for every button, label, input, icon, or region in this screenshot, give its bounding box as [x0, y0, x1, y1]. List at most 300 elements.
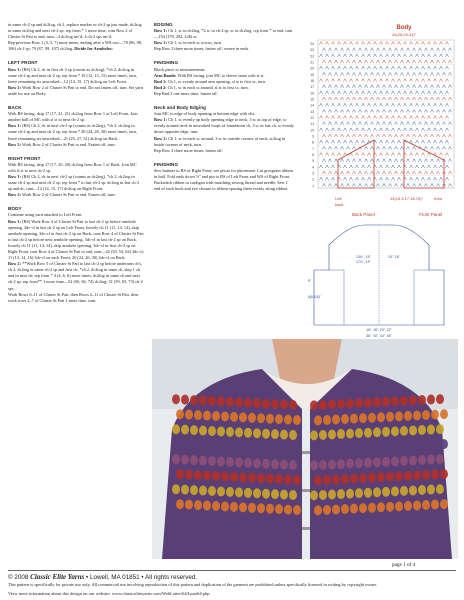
row-number: 5: [312, 159, 314, 164]
edging-row2: Row 2: Ch 1, sc in each sc across, turn.: [154, 40, 223, 46]
yarn-cluster: [400, 426, 408, 436]
yarn-cluster: [230, 502, 238, 512]
yarn-cluster: [253, 428, 261, 438]
row-number: 21: [310, 60, 314, 65]
yarn-cluster: [314, 505, 322, 515]
yarn-cluster: [253, 398, 261, 408]
yarn-cluster: [208, 486, 216, 496]
yarn-cluster: [350, 414, 358, 424]
bottom-width-2: 36", 40", 44", 48": [366, 334, 392, 338]
row-number: 19: [310, 72, 314, 77]
yarn-cluster: [244, 488, 252, 498]
hook-closure-2: [302, 489, 310, 492]
model-neck: [272, 339, 342, 387]
yarn-cluster: [440, 499, 448, 509]
body-row1: Row 1: (RS) Work Row 4 of Cluster St Patt to last ch-2 sp before armhole opening, 3dc-cl in last ch-2 sp on Left Front, loosely ch 11 (11, 14, 14), skip armhole opening, 3dc-cl in first ch-2 sp on Back, cont Row 4 of Cluster St Patt to last ch-2 sp before next armhole opening, 3dc-cl in last ch-2 sp on Back, loosely ch 11 (11, 14, 14), skip armhole opening, 3dc-cl in first ch-2 sp on Right Front, cont Row 4 of Cluster St Patt to end, turn—42 (50, 54, 62) 3dc-cl; 11 (13, 14, 16) 3dc-cl on each Front; 20 (24, 26, 30) 3dc-cl on Back.: [8, 218, 144, 261]
yarn-cluster: [382, 397, 390, 407]
photo-illustration: [152, 339, 458, 559]
yarn-cluster: [266, 444, 274, 454]
row-number: 10: [310, 128, 314, 133]
yarn-cluster: [386, 472, 394, 482]
yarn-cluster: [440, 469, 448, 479]
label-front-panel: Front Panel: [419, 212, 443, 217]
label-back-panel: Back Panel: [352, 212, 375, 217]
yarn-cluster: [244, 458, 252, 468]
yarn-cluster: [391, 486, 399, 496]
side-measure-2: 5": [308, 279, 312, 283]
yarn-cluster: [172, 394, 180, 404]
yarn-cluster: [221, 501, 229, 511]
row-number: 20: [310, 66, 314, 71]
yarn-cluster: [230, 442, 238, 452]
body-row2: Row 2: **Work Row 5 of Cluster St Patt to last ch-2 sp before underarm ch's, ch 2, dc2tog in same ch-2 sp and first ch, *ch 2, dc2tog in same ch, skip 1 ch and in next ch; rep from * 4 (4, 6, 6) more times, dc2tog in same ch and next ch-2 sp; rep from** 1 more time—52 (60, 66, 74) dc2tog; 51 (59, 65, 73) ch-2 sps.: [8, 261, 143, 291]
yarn-cluster: [289, 460, 297, 470]
yarn-cluster: [436, 394, 444, 404]
divide-armholes-label: Divide for Armholes:: [74, 46, 113, 52]
yarn-cluster: [176, 469, 184, 479]
yarn-cluster: [203, 501, 211, 511]
yarn-cluster: [289, 430, 297, 440]
finishing-heading: FINISHING: [154, 60, 179, 66]
yarn-cluster: [431, 440, 439, 450]
back-heading: BACK: [8, 105, 22, 111]
yarn-cluster: [199, 486, 207, 496]
yarn-cluster: [382, 427, 390, 437]
yarn-cluster: [355, 428, 363, 438]
yarn-cluster: [386, 442, 394, 452]
copyright-line: © 2008 Classic Elite Yarns • Lowell, MA 01851 • All rights reserved.: [8, 573, 198, 581]
yarn-cluster: [235, 457, 243, 467]
edging-row1: Row 1: Ch 1, sc in dc2tog, *2 sc in ch-2 sp, sc in dc2tog, rep from * to end, turn—154 (178, 202, 226) sc.: [154, 28, 293, 40]
label-left: Left: [335, 196, 342, 201]
left-column: [8, 22, 144, 304]
yarn-cluster: [280, 400, 288, 410]
yarn-cluster: [248, 443, 256, 453]
yarn-cluster: [404, 441, 412, 451]
yarn-cluster: [373, 487, 381, 497]
yarn-cluster: [253, 458, 261, 468]
yarn-cluster: [377, 502, 385, 512]
yarn-cluster: [271, 459, 279, 469]
yarn-cluster: [190, 485, 198, 495]
yarn-cluster: [226, 397, 234, 407]
yarn-cluster: [185, 470, 193, 480]
yarn-cluster: [323, 475, 331, 485]
lf-row2: Row 2: Work Row 2 of Cluster St Patt to end. Do not fasten off, turn. Set yarn aside for use on Body.: [8, 84, 143, 96]
yarn-cluster: [262, 459, 270, 469]
yarn-cluster: [310, 430, 318, 440]
yarn-cluster: [373, 427, 381, 437]
yarn-cluster: [436, 454, 444, 464]
yarn-cluster: [332, 445, 340, 455]
yarn-cluster: [271, 429, 279, 439]
yarn-cluster: [328, 460, 336, 470]
middle-column: [154, 22, 294, 192]
yarn-cluster: [262, 489, 270, 499]
garment-schematic: [308, 225, 444, 338]
right-front-heading: RIGHT FRONT: [8, 155, 41, 161]
yarn-cluster: [235, 427, 243, 437]
yarn-cluster: [244, 398, 252, 408]
yarn-cluster: [341, 474, 349, 484]
back-row2: Row 2: Work Row 2 of Cluster St Patt to end. Fasten off, turn.: [8, 141, 116, 147]
yarn-cluster: [310, 460, 318, 470]
garment-photo: [152, 339, 458, 559]
yarn-cluster: [323, 415, 331, 425]
yarn-cluster: [217, 396, 225, 406]
yarn-cluster: [400, 396, 408, 406]
yarn-cluster: [391, 426, 399, 436]
yarn-cluster: [440, 439, 448, 449]
yarn-cluster: [413, 440, 421, 450]
body-final: Work Rows 6–11 of Cluster St Patt, then Rows 2–11 of Cluster St Patt, then work rows 2–7 of Cluster St Patt 1 more time, turn.: [8, 291, 139, 303]
yarn-cluster: [248, 473, 256, 483]
yarn-cluster: [319, 430, 327, 440]
yarn-cluster: [275, 504, 283, 514]
edging-heading: EDGING: [154, 22, 173, 27]
yarn-cluster: [239, 412, 247, 422]
yarn-cluster: [359, 443, 367, 453]
yoke-measure-3: 15", 16": [388, 255, 400, 259]
yarn-cluster: [226, 427, 234, 437]
yarn-cluster: [373, 397, 381, 407]
schematic-body-size: 24(26,29,31)": [391, 32, 417, 37]
yarn-cluster: [422, 440, 430, 450]
yarn-cluster: [289, 400, 297, 410]
yarn-cluster: [212, 471, 220, 481]
row-number: 4: [312, 165, 314, 170]
yarn-cluster: [328, 430, 336, 440]
label-back: back: [335, 202, 344, 207]
yoke-measure-1: 13¾", 15": [356, 255, 371, 259]
yarn-cluster: [280, 430, 288, 440]
yarn-cluster: [221, 441, 229, 451]
edging-final: Rep Row 2 three more times, fasten off, weave in ends.: [154, 46, 250, 52]
yarn-cluster: [172, 454, 180, 464]
row-number-column: [310, 42, 314, 188]
arm-bands: Arm Bands: With RS facing, join MC to sleeve seam with sl st.: [154, 72, 265, 78]
row-number: 24: [310, 41, 314, 46]
yarn-cluster: [199, 396, 207, 406]
yarn-cluster: [382, 457, 390, 467]
rf-intro: With RS facing, skip 17 (17, 20, 20) dc2tog from Row 1 of Back. Join MC with sl st to next ch-2 sp.: [8, 161, 137, 173]
yarn-cluster: [185, 500, 193, 510]
yarn-cluster: [314, 415, 322, 425]
yarn-cluster: [239, 472, 247, 482]
yarn-cluster: [332, 415, 340, 425]
yarn-cluster: [368, 503, 376, 513]
yarn-cluster: [271, 489, 279, 499]
yarn-cluster: [257, 503, 265, 513]
yarn-cluster: [436, 424, 444, 434]
yarn-cluster: [176, 499, 184, 509]
row-number: 16: [310, 91, 314, 96]
yarn-cluster: [386, 412, 394, 422]
yarn-cluster: [262, 429, 270, 439]
yarn-cluster: [212, 501, 220, 511]
yarn-cluster: [284, 415, 292, 425]
yarn-cluster: [230, 472, 238, 482]
yarn-cluster: [190, 455, 198, 465]
footer-divider: [8, 570, 456, 571]
yarn-cluster: [418, 455, 426, 465]
yarn-cluster: [364, 458, 372, 468]
copyright-notice: This pattern is specifically for private use only. All commercial use involving reproduction of this pattern and duplication of the garment are prohibited unless specifically licensed in writing by copyright owner.: [8, 582, 377, 587]
yarn-cluster: [293, 415, 301, 425]
yarn-cluster: [413, 410, 421, 420]
hook-closure-1: [302, 451, 310, 454]
yarn-cluster: [395, 471, 403, 481]
lf-row1: Row 1: (RS) Ch 2, dc in first ch-2 sp (counts as dc2tog), *ch 2, dc2tog in same ch-2 sp and next ch-2 sp, rep from * 10 (12, 13, 15) more times, turn, leave remaining sts unworked—12 (14, 15, 17) dc2tog on Left Front.: [8, 66, 137, 84]
yarn-cluster: [181, 485, 189, 495]
yarn-cluster: [289, 490, 297, 500]
yarn-cluster: [359, 413, 367, 423]
yarn-cluster: [422, 500, 430, 510]
yarn-cluster: [208, 426, 216, 436]
yarn-cluster: [257, 413, 265, 423]
yarn-cluster: [328, 490, 336, 500]
yarn-cluster: [373, 457, 381, 467]
yoke-measure-2: 17¼", 19": [356, 260, 371, 264]
yarn-cluster: [319, 400, 327, 410]
yarn-cluster: [337, 399, 345, 409]
fin-rnd1: Rnd 1: Ch 1, sc evenly around arm opening, sl st to first sc, turn.: [154, 78, 266, 84]
finishing-intro: Block piece to measurements.: [154, 66, 206, 72]
yarn-cluster: [346, 399, 354, 409]
yarn-cluster: [368, 413, 376, 423]
yarn-cluster: [314, 475, 322, 485]
neck-row2: Row 2: Ch 1, sc in each sc around, 3 sc in outside corners of neck, sc2tog in inside corners of neck, turn.: [154, 135, 286, 147]
yarn-cluster: [280, 460, 288, 470]
yarn-cluster: [355, 398, 363, 408]
yarn-cluster: [199, 426, 207, 436]
yarn-cluster: [208, 396, 216, 406]
yarn-cluster: [391, 396, 399, 406]
yarn-cluster: [350, 474, 358, 484]
yarn-cluster: [337, 429, 345, 439]
footer: [8, 573, 460, 597]
yarn-cluster: [266, 474, 274, 484]
yarn-cluster: [395, 501, 403, 511]
yarn-cluster: [427, 395, 435, 405]
yarn-cluster: [341, 444, 349, 454]
yarn-cluster: [413, 470, 421, 480]
row-number: 8: [312, 140, 314, 145]
yarn-cluster: [275, 414, 283, 424]
yarn-cluster: [341, 414, 349, 424]
yarn-cluster: [422, 410, 430, 420]
yarn-cluster: [350, 504, 358, 514]
yarn-cluster: [377, 472, 385, 482]
neck-intro: Join MC to edge of body opening at bottom edge with slst.: [154, 111, 255, 117]
yarn-cluster: [293, 475, 301, 485]
yarn-cluster: [248, 503, 256, 513]
yarn-cluster: [244, 428, 252, 438]
brand-logo: Classic Elite Yarns: [30, 573, 85, 581]
yarn-cluster: [404, 501, 412, 511]
yarn-cluster: [257, 443, 265, 453]
row-number: 13: [310, 109, 314, 114]
finishing2-heading: FINISHING: [154, 161, 179, 167]
left-front-heading: LEFT FRONT: [8, 60, 38, 66]
yarn-cluster: [332, 475, 340, 485]
yarn-cluster: [341, 504, 349, 514]
yarn-cluster: [203, 441, 211, 451]
yarn-cluster: [194, 410, 202, 420]
row-number: 2: [312, 177, 314, 182]
yarn-cluster: [194, 440, 202, 450]
yarn-cluster: [226, 457, 234, 467]
yarn-cluster: [194, 470, 202, 480]
rf-row1: Row 1: (RS) Ch 2, dc in next ch-2 sp (counts as dc2tog), *ch 2, dc2tog in same ch-2 sp and next ch-2 sp, rep from * to last ch-2 sp, dc2tog in last ch-2 sp and dc, turn—12 (14, 15, 17) dc2tog on Right Front.: [8, 173, 140, 192]
yarn-cluster: [400, 486, 408, 496]
yarn-cluster: [253, 488, 261, 498]
yarn-cluster: [355, 488, 363, 498]
yarn-cluster: [266, 414, 274, 424]
row-number: 7: [312, 146, 314, 151]
yarn-cluster: [436, 484, 444, 494]
row-number: 17: [310, 85, 314, 90]
yarn-cluster: [395, 411, 403, 421]
back-row1: Row 1: (RS) Ch 2, dc in next ch-2 sp (counts as dc2tog), *ch 2, dc2tog in same ch-2 sp and next ch-2 sp, rep from * 20 (24, 28, 30) more times, turn, leave remaining sts unworked—21 (25, 27, 31) dc2tog on Back.: [8, 123, 137, 141]
row-number: 18: [310, 78, 314, 83]
page-number: page 1 of 4: [392, 562, 416, 568]
yarn-cluster: [181, 425, 189, 435]
row-number: 1: [312, 183, 314, 188]
yarn-cluster: [409, 395, 417, 405]
yarn-cluster: [364, 488, 372, 498]
yarn-cluster: [190, 395, 198, 405]
yarn-cluster: [293, 505, 301, 515]
neck-row1: Row 1: Ch 1, sc evenly up body opening edge to neck, 3 sc at top of edge, sc evenly around neck in unworked loops of foundation ch, 3 sc in last ch, sc evenly down opposite edge, turn.: [154, 117, 294, 135]
yarn-cluster: [262, 399, 270, 409]
yarn-cluster: [235, 487, 243, 497]
yarn-cluster: [172, 484, 180, 494]
yarn-cluster: [185, 410, 193, 420]
left-armhole: [329, 270, 344, 325]
yarn-cluster: [176, 439, 184, 449]
yarn-cluster: [212, 441, 220, 451]
yarn-cluster: [431, 470, 439, 480]
yarn-cluster: [217, 456, 225, 466]
stitch-chart-schematic: [304, 20, 458, 340]
yarn-cluster: [323, 445, 331, 455]
row-number: 11: [310, 122, 314, 127]
back-intro: With RS facing, skip 17 (17, 21, 21) dc2tog from Row 1 of Left Front. Join another ball of MC with sl st to next ch-2 sp.: [8, 111, 138, 123]
yarn-cluster: [284, 505, 292, 515]
yarn-cluster: [368, 473, 376, 483]
yarn-cluster: [185, 440, 193, 450]
yarn-cluster: [427, 455, 435, 465]
yarn-cluster: [400, 456, 408, 466]
yarn-cluster: [337, 489, 345, 499]
yarn-cluster: [386, 502, 394, 512]
yarn-cluster: [172, 424, 180, 434]
yarn-cluster: [310, 490, 318, 500]
yarn-cluster: [413, 500, 421, 510]
yarn-cluster: [203, 471, 211, 481]
row-number: 14: [310, 103, 314, 108]
yarn-cluster: [293, 445, 301, 455]
row-number: 23: [310, 48, 314, 53]
yarn-cluster: [404, 471, 412, 481]
yarn-cluster: [440, 409, 448, 419]
yarn-cluster: [346, 429, 354, 439]
yarn-cluster: [364, 398, 372, 408]
yarn-cluster: [377, 442, 385, 452]
schematic-body-title: Body: [396, 25, 412, 31]
yarn-cluster: [266, 504, 274, 514]
yarn-cluster: [364, 428, 372, 438]
yarn-cluster: [310, 400, 318, 410]
yarn-cluster: [391, 456, 399, 466]
label-front: front: [434, 196, 443, 201]
yarn-cluster: [431, 500, 439, 510]
yarn-cluster: [404, 411, 412, 421]
yarn-cluster: [203, 411, 211, 421]
yarn-cluster: [230, 412, 238, 422]
row-number: 3: [312, 171, 314, 176]
intro-paragraph-2: Rep previous Row 1 (3, 5, 7) more times, ending after a WS row—78 (86, 98, 106) ch-2 sp; 79 (87, 99, 107) dc2tog. Divide for Armholes:: [8, 40, 143, 52]
yarn-cluster: [359, 473, 367, 483]
yarn-cluster: [212, 411, 220, 421]
yarn-cluster: [332, 505, 340, 515]
rf-row2: Row 2: Work Row 2 of Cluster St Patt to end. Fasten off, turn.: [8, 192, 116, 198]
yarn-cluster: [427, 425, 435, 435]
yarn-cluster: [235, 397, 243, 407]
yarn-cluster: [409, 485, 417, 495]
intro-paragraph: in same ch-2 sp and dc2tog, ch 2, replace marker in ch-2 sp just made, dc2tog in same dc2tog and next ch-2 sp; rep from * 1 more time, cont Row 2 of Cluster St Patt to end, turn—4 dc2tog inc'd; 4 ch-2 sps inc'd.: [8, 22, 142, 40]
yarn-cluster: [409, 455, 417, 465]
fin-rnd2: Rnd 2: Ch 1, sc in each sc around, sl st to first sc, turn.: [154, 84, 249, 90]
yarn-cluster: [395, 441, 403, 451]
yarn-cluster: [239, 442, 247, 452]
yarn-cluster: [275, 474, 283, 484]
body-heading: BODY: [8, 206, 22, 212]
neck-final: Rep Row 2 three more times, fasten off.: [154, 147, 223, 153]
right-armhole: [414, 270, 429, 325]
website-link[interactable]: View more information about this design on our website: www.classiceliteyarns.com/WebLetter/64/Issue64.php: [8, 590, 210, 596]
body-intro: Continue using yarn attached to Left Front.: [8, 212, 83, 218]
yarn-cluster: [337, 459, 345, 469]
yarn-cluster: [284, 445, 292, 455]
yarn-cluster: [217, 486, 225, 496]
yarn-cluster: [257, 473, 265, 483]
yarn-cluster: [217, 426, 225, 436]
row-number: 6: [312, 152, 314, 157]
yarn-cluster: [382, 487, 390, 497]
hook-closure-3: [302, 527, 310, 530]
neck-edging-heading: Neck and Body Edging: [154, 105, 207, 111]
yarn-cluster: [319, 490, 327, 500]
row-number: 9: [312, 134, 314, 139]
yarn-cluster: [377, 412, 385, 422]
row-number: 22: [310, 54, 314, 59]
yarn-cluster: [280, 490, 288, 500]
row-number: 15: [310, 97, 314, 102]
yarn-cluster: [181, 395, 189, 405]
bust-measure: 14(15.5,17,18.75)": [390, 196, 423, 201]
yarn-cluster: [226, 487, 234, 497]
yarn-cluster: [422, 470, 430, 480]
fin-final: Rep Rnd 2 one more time, fasten off.: [154, 90, 218, 96]
yarn-cluster: [239, 502, 247, 512]
row-number: 12: [310, 115, 314, 120]
yarn-cluster: [346, 489, 354, 499]
yarn-cluster: [355, 458, 363, 468]
yarn-cluster: [181, 455, 189, 465]
yarn-cluster: [176, 409, 184, 419]
